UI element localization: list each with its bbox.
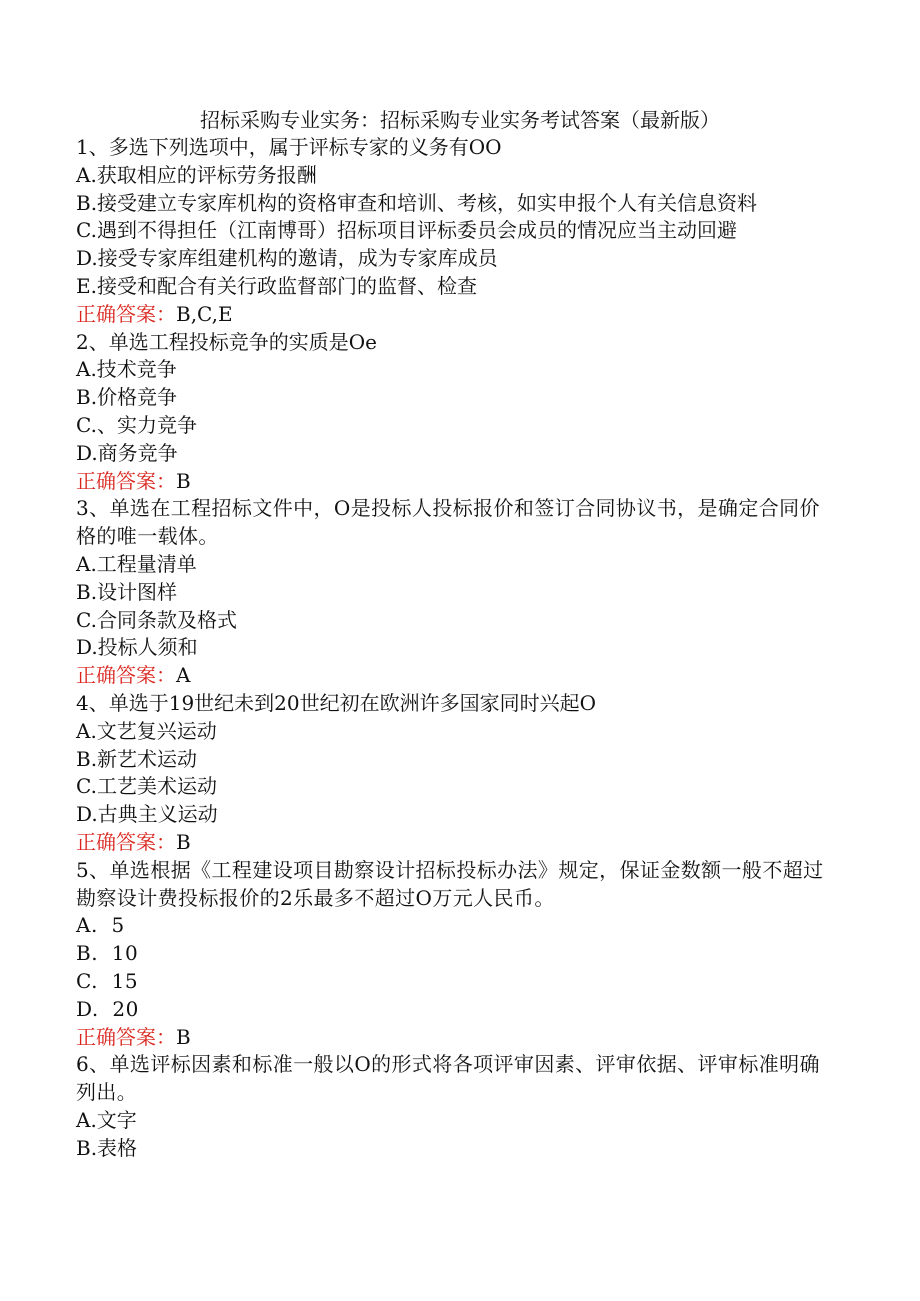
question-option: B.表格 [76, 1135, 138, 1160]
question-option: A.文字 [76, 1107, 137, 1132]
answer-label: 正确答案： [76, 1024, 176, 1049]
answer-label: 正确答案： [76, 829, 176, 854]
question-option: C.遇到不得担任（江南博哥）招标项目评标委员会成员的情况应当主动回避 [76, 218, 737, 243]
question-stem: 1、多选下列选项中，属于评标专家的义务有OO [76, 135, 502, 159]
question-option: A.文艺复兴运动 [76, 718, 217, 743]
answer-label: 正确答案： [76, 301, 176, 326]
answer-value: B [176, 468, 191, 493]
question-stem: 2、单选工程投标竞争的实质是Oe [76, 329, 377, 354]
question-option: D.投标人须和 [76, 635, 198, 660]
question-stem: 5、单选根据《工程建设项目勘察设计招标投标办法》规定，保证金数额一般不超过勘察设计费投标报价的2乐最多不超过O万元人民币。 [76, 857, 824, 910]
question-stem: 6、单选评标因素和标准一般以O的形式将各项评审因素、评审依据、评审标准明确列出。 [76, 1052, 820, 1105]
question-option: D.接受专家库组建机构的邀请，成为专家库成员 [76, 246, 498, 271]
answer-line [76, 662, 836, 690]
answer-line [76, 829, 836, 857]
question-option: A.获取相应的评标劳务报酬 [76, 162, 317, 187]
question-option: D.古典主义运动 [76, 802, 218, 827]
answer-value: A [176, 663, 191, 688]
question-stem: 3、单选在工程招标文件中，O是投标人投标报价和签订合同协议书，是确定合同价格的唯一载体。 [76, 496, 820, 549]
question-option: B.接受建立专家库机构的资格审查和培训、考核，如实申报个人有关信息资料 [76, 190, 758, 215]
question-option: B.新艺术运动 [76, 746, 198, 771]
answer-line [76, 468, 836, 496]
question-option: C. 15 [76, 968, 139, 993]
answer-value: B [176, 829, 191, 854]
answer-value: B [176, 1024, 191, 1049]
question-list [76, 134, 836, 1162]
question-option: A.工程量清单 [76, 551, 197, 576]
question-option: B.设计图样 [76, 579, 178, 604]
answer-label: 正确答案： [76, 468, 176, 493]
question-option: E.接受和配合有关行政监督部门的监督、检查 [76, 273, 477, 298]
question-option: C.工艺美术运动 [76, 774, 217, 799]
document-title: 招标采购专业实务：招标采购专业实务考试答案（最新版） [200, 108, 720, 132]
answer-line [76, 301, 836, 329]
question-option: C.、实力竞争 [76, 412, 197, 437]
question-stem: 4、单选于19世纪未到20世纪初在欧洲许多国家同时兴起O [76, 690, 597, 715]
question-option: A.技术竞争 [76, 357, 177, 382]
answer-line [76, 1024, 836, 1052]
question-option: A. 5 [76, 913, 125, 938]
answer-value: B,C,E [176, 301, 233, 326]
question-option: C.合同条款及格式 [76, 607, 237, 632]
question-option: B.价格竞争 [76, 385, 178, 410]
answer-label: 正确答案： [76, 663, 176, 688]
question-option: D.商务竞争 [76, 440, 178, 465]
question-option: B. 10 [76, 941, 139, 966]
question-option: D. 20 [76, 996, 139, 1021]
